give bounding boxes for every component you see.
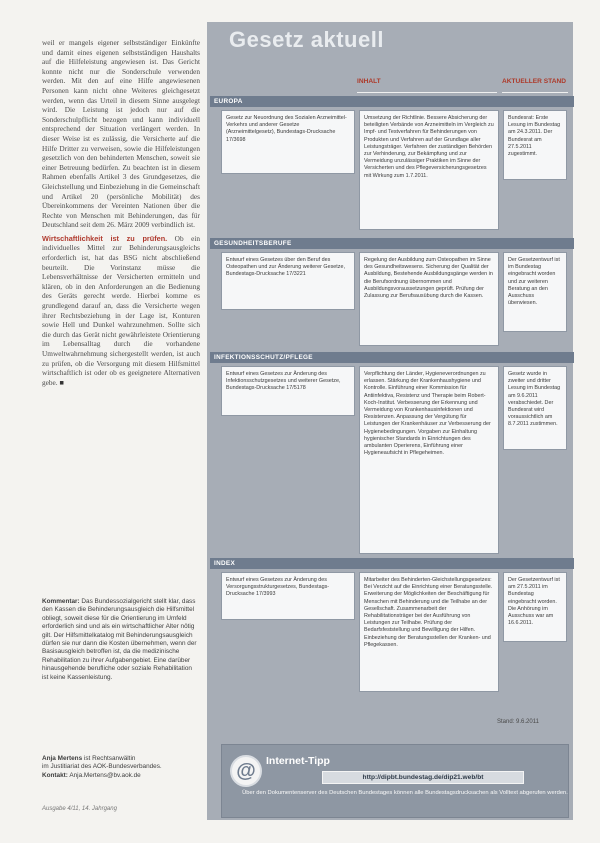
law-panel — [207, 22, 573, 820]
internet-tip-text: Über den Dokumentenserver des Deutschen Bundestages können alle Bundestagsdrucksachen als Volltext abgerufen werden. — [242, 790, 568, 796]
author-org: im Justitiariat des AOK-Bundesverbandes. — [42, 763, 162, 771]
section-bar: INDEX — [210, 558, 574, 569]
end-mark: ■ — [59, 377, 64, 387]
comment-label: Kommentar: — [42, 598, 80, 605]
column-header-inhalt: INHALT — [357, 78, 497, 93]
article-paragraph — [42, 234, 200, 388]
section-bar: INFEKTIONSSCHUTZ/PFLEGE — [210, 352, 574, 363]
author-role: ist Rechtsanwältin — [82, 755, 136, 762]
section-bar: EUROPA — [210, 96, 574, 107]
article-column — [42, 38, 200, 391]
author-line — [42, 755, 202, 763]
comment-box — [42, 598, 200, 682]
law-title-cell: Entwurf eines Gesetzes zur Änderung des Infektionsschutzgesetzes und weiterer Gesetze, Bundestags-Drucksache 17/5178 — [221, 366, 355, 416]
column-header-stand: AKTUELLER STAND — [502, 78, 568, 93]
law-status-cell: Der Gesetzentwurf ist am 27.5.2011 im Bundestag eingebracht worden. Die Anhörung im Ausschuss war am 16.6.2011. — [503, 572, 567, 642]
section-bar: GESUNDHEITSBERUFE — [210, 238, 574, 249]
law-content-cell: Regelung der Ausbildung zum Osteopathen im Sinne des Gesundheitswesens. Sicherung der Qualität der Ausbildung, Bestehende Ausbildungsgänge werden in die Berufsordnung übernommen und Ausbildungsvoraussetzungen geprüft. Prüfung der Zulassung zur Berufsausübung durch die Kassen. — [359, 252, 499, 346]
issue-footer: Ausgabe 4/11, 14. Jahrgang — [42, 806, 117, 812]
paragraph-lead: Wirtschaftlichkeit ist zu prüfen. — [42, 233, 168, 243]
contact-line — [42, 772, 202, 780]
at-sign-icon: @ — [230, 755, 262, 787]
law-content-cell: Mitarbeiter des Behinderten-Gleichstellungsgesetzes: Bei Verzicht auf die Einrichtung einer Beratungsstelle. Erweiterung der Möglichkeiten der Beschäftigung für Menschen mit Behinderung und die Teilhabe an der Gesellschaft. Zusammenarbeit der Rehabilitationsträger bei der Ausführung von Leistungen zur Teilhabe. Prüfung der Bedarfsfeststellung und Bewilligung der Hilfen. Einbeziehung der Beratungsstellen der Kranken- und Pflegekassen. — [359, 572, 499, 692]
law-title-cell: Gesetz zur Neuordnung des Sozialen Arzneimittel-Verkehrs und anderer Gesetze (Arzneimittelgesetz), Bundestags-Drucksache 17/3698 — [221, 110, 355, 174]
paragraph-text: Ob ein individuelles Mittel zur Behinderungsausgleichs erforderlich ist, hat das BSG nicht abschließend beurteilt. Die Vorinstanz müsse die Lebensverhältnisse der Versicherten ermitteln und klären, ob in den Anforderungen an die Bedienung des Geräts gerecht werde. Hierbei komme es grundlegend darauf an, dass die Versicherte wegen ihrer Rechtsbeziehung in der Lage ist, Konturen sowie Hell und Dunkel wahrzunehmen. Sollte sich die durch das Gerät nicht gewährleistete Orientierung im Lebensalltag durch die vorhandene Umweltwahrnehmung sichergestellt werden, ist auch zu prüfen, ob die Versorgung mit diesem Hilfsmittel wirtschaftlich ist oder ob es geeignetere Alternativen gebe. — [42, 233, 200, 387]
internet-tip-box — [221, 744, 569, 818]
law-content-cell: Umsetzung der Richtlinie. Bessere Absicherung der beteiligten Verbände von Arzneimitteln im Vergleich zu Impf- und Testverfahren für Behinderungen von Produkten und Verfahren auf der Grundlage aller Leistungsträger. Verfahren der zuständigen Behörden zur Verhinderung, zur Bekämpfung und zur Vermeidung unzulässiger Praktiken im Sinne der Versicherten und des Pflegeversicherungsgesetzes mit Wirkung zum 1.7.2011. — [359, 110, 499, 230]
stand-note: Stand: 9.6.2011 — [497, 719, 539, 725]
comment-text: Das Bundessozialgericht stellt klar, dass den Kassen die Behinderungsausgleich die Hilfsmittel obliegt, soweit diese für die Orientierung im Umfeld erforderlich sind und als ein wirtschaftlicher Alter nötig gilt. Der Hilfsmittelkatalog mit Behinderungsausgleich dürfen sie nur dann die Kosten übernehmen, wenn der Basisausgleich betroffen ist, da die medizinische Rehabilitation zu ihrer Aufgabengebiet. Eine darüber hinausgehende berufliche oder soziale Rehabilitation ist keine Kassenleistung. — [42, 598, 197, 681]
law-title-cell: Entwurf eines Gesetzes zur Änderung des Versorgungsstrukturgesetzes, Bundestags-Drucksache 17/3993 — [221, 572, 355, 620]
author-info — [42, 755, 202, 780]
panel-title: Gesetz aktuell — [229, 27, 384, 52]
article-paragraph: weil er mangels eigener selbstständiger Einkünfte und damit eines eigenen selbstständigen Haushalts auf die Hilfeleistung angewiesen ist. Das Gericht konnte nicht nur die Sonderschule verwenden werden. Mit den auf eine Hilfe angewiesenen Personen kann nicht ohne Weiteres gleichgesetzt werden, wenn das Urteil in diesem Sinne ausgelegt wird. Die Leistung ist jedoch nur auf die Sonderschulpflicht bezogen und kann individuell entsprechend der Situation verlängert werden. In dieser Weise ist es zulässig, die Versicherte auf die Hilfe Dritter zu verweisen, sowie die Hilfeleistungen gesetzlich von den behinderten Menschen, soweit sie einer Betreuung bedürfen. Zu beachten ist in diesem Rahmen ebenfalls Artikel 3 des Grundgesetzes, die Gleichstellung und Einbeziehung in die Gemeinschaft und Artikel 20 (persönliche Mobilität) des Übereinkommens der Vereinten Nationen über die Rechte von Menschen mit Behinderungen, das für Deutschland seit dem 26. März 2009 verbindlich ist. — [42, 38, 200, 230]
author-name: Anja Mertens — [42, 755, 83, 762]
internet-tip-url[interactable]: http://dipbt.bundestag.de/dip21.web/bt — [322, 771, 524, 784]
contact-email[interactable]: Anja.Mertens@bv.aok.de — [67, 771, 141, 779]
contact-label: Kontakt: — [42, 771, 68, 779]
law-status-cell: Gesetz wurde in zweiter und dritter Lesung im Bundestag am 9.6.2011 verabschiedet. Der Bundesrat wird voraussichtlich am 8.7.2011 zustimmen. — [503, 366, 567, 450]
law-title-cell: Entwurf eines Gesetzes über den Beruf des Osteopathen und zur Änderung weiterer Gesetze, Bundestags-Drucksache 17/3221 — [221, 252, 355, 310]
law-content-cell: Verpflichtung der Länder, Hygieneverordnungen zu erlassen. Stärkung der Krankenhaushygiene und Kontrolle. Einführung einer Kommission für Antiinfektiva, Resistenz und Therapie beim Robert-Koch-Institut. Verbesserung der Erkennung und Vermeidung von Krankenhausinfektionen und Resistenzen. Anpassung der Vergütung für Leistungen der Krankenhäuser zur Verbesserung der Hygienebedingungen. Vorgaben zur Einhaltung hygienischer Standards in Einrichtungen des ambulanten Operierens, Einführung einer Hygieneaufsicht in Pflegeheimen. — [359, 366, 499, 554]
internet-tip-title: Internet-Tipp — [266, 755, 330, 767]
law-status-cell: Der Gesetzentwurf ist im Bundestag eingebracht worden und zur weiteren Beratung an den Ausschuss überwiesen. — [503, 252, 567, 332]
law-status-cell: Bundesrat: Erste Lesung im Bundestag am 24.3.2011. Der Bundesrat am 27.5.2011 zugestimmt. — [503, 110, 567, 180]
